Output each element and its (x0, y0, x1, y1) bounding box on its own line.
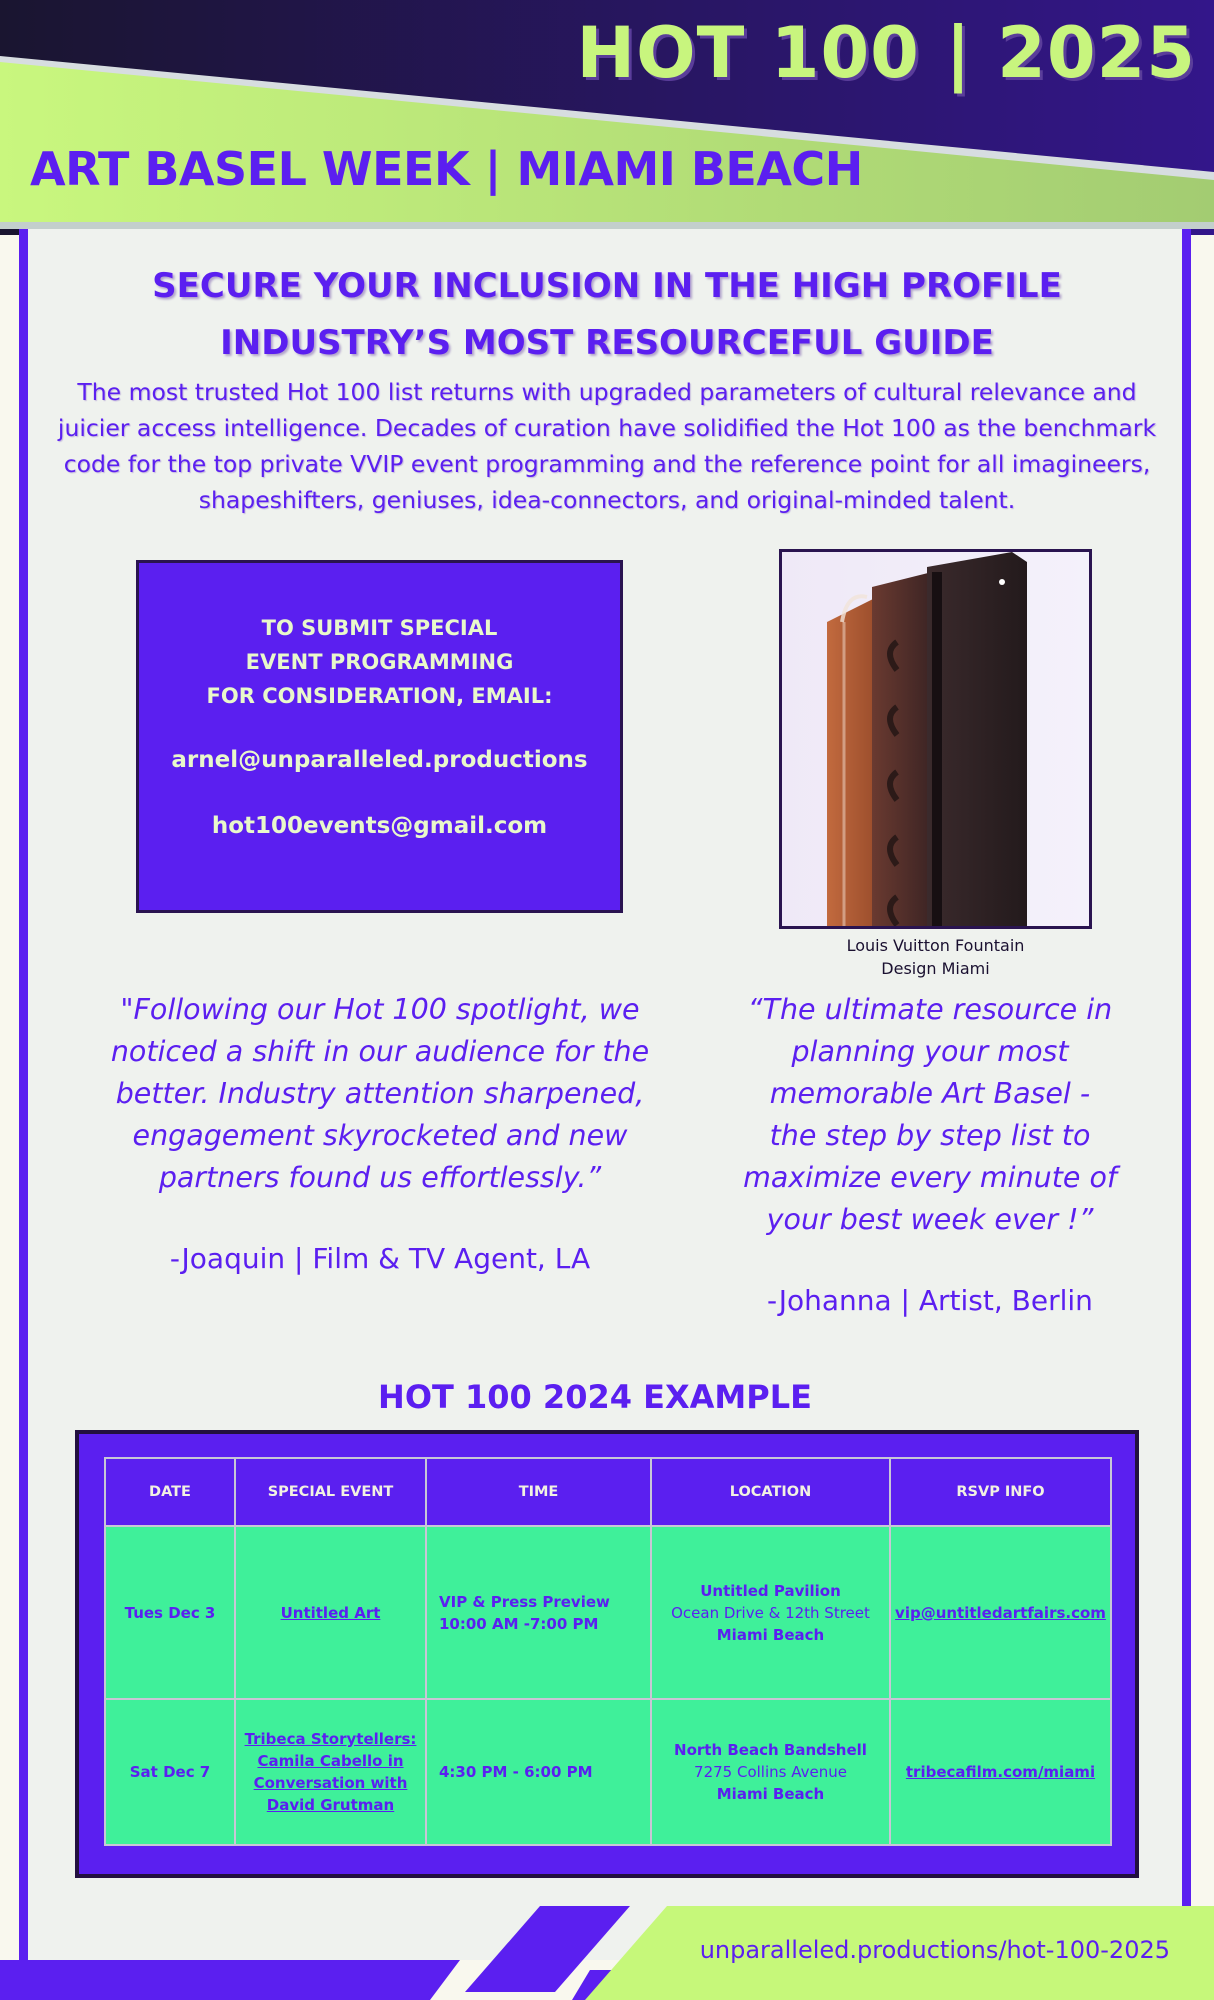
submit-line-3: FOR CONSIDERATION, EMAIL: (206, 684, 553, 708)
event-link[interactable]: Untitled Art (280, 1603, 381, 1622)
time-line: 10:00 AM -7:00 PM (439, 1614, 599, 1633)
cell-rsvp (890, 1699, 1111, 1845)
column-header-date: DATE (105, 1458, 235, 1526)
quote-line: “The ultimate resource in (747, 993, 1113, 1026)
cell-time (426, 1526, 651, 1699)
submit-box (136, 560, 623, 913)
intro-paragraph: The most trusted Hot 100 list returns with upgraded parameters of cultural relevance and juicier access intelligence. Decades of curation have solidified the Hot 100 as the benchmark code for the top private VVIP event programming and the reference point for all imagineers, shapeshifters, geniuses, idea-connectors, and original-minded talent. (57, 378, 1157, 514)
quote-line: your best week ever !” (766, 1203, 1094, 1236)
header-title: HOT 100 | 2025 (576, 12, 1196, 94)
header-subtitle: ART BASEL WEEK | MIAMI BEACH (30, 142, 863, 196)
testimonial-quote-2 (700, 989, 1160, 1241)
quote-line: "Following our Hot 100 spotlight, we (120, 993, 640, 1026)
caption-line-1: Louis Vuitton Fountain (846, 936, 1025, 955)
quote-line: planning your most (791, 1035, 1069, 1068)
location-city: Miami Beach (716, 1625, 825, 1644)
events-table-container (75, 1430, 1139, 1878)
column-header-time: TIME (426, 1458, 651, 1526)
fountain-photo (779, 549, 1092, 929)
table-row (105, 1526, 1111, 1699)
caption-line-2: Design Miami (881, 959, 990, 978)
location-venue: North Beach Bandshell (674, 1741, 867, 1759)
headline-line-2: INDUSTRY’S MOST RESOURCEFUL GUIDE (220, 323, 994, 363)
quote-line: engagement skyrocketed and new (132, 1119, 628, 1152)
cell-location (651, 1699, 890, 1845)
quote-line: noticed a shift in our audience for the (110, 1035, 650, 1068)
time-line: VIP & Press Preview (439, 1592, 610, 1611)
location-venue: Untitled Pavilion (700, 1581, 841, 1600)
quote-line: better. Industry attention sharpened, (115, 1077, 645, 1110)
submit-email-link-2[interactable]: hot100events@gmail.com (211, 813, 548, 839)
headline-line-1: SECURE YOUR INCLUSION IN THE HIGH PROFILE (152, 266, 1062, 306)
rsvp-link[interactable]: vip@untitledartfairs.com (895, 1603, 1106, 1622)
quote-line: maximize every minute of (743, 1161, 1117, 1194)
event-link[interactable]: Camila Cabello in (257, 1752, 404, 1770)
quote-line: the step by step list to (769, 1119, 1091, 1152)
time-line: 4:30 PM - 6:00 PM (439, 1763, 593, 1781)
footer-url-link[interactable]: unparalleled.productions/hot-100-2025 (699, 1936, 1170, 1964)
event-link[interactable]: David Grutman (266, 1796, 395, 1814)
table-row (105, 1699, 1111, 1845)
event-link[interactable]: Tribeca Storytellers: (244, 1730, 417, 1748)
submit-email-link-1[interactable]: arnel@unparalleled.productions (171, 747, 588, 773)
cell-event (235, 1699, 426, 1845)
testimonial-attribution-2: -Johanna | Artist, Berlin (767, 1284, 1093, 1317)
submit-line-2: EVENT PROGRAMMING (245, 650, 514, 674)
location-street: Ocean Drive & 12th Street (671, 1603, 870, 1622)
cell-date: Sat Dec 7 (105, 1699, 235, 1845)
photo-caption (779, 934, 1092, 980)
cell-location (651, 1526, 890, 1699)
location-city: Miami Beach (716, 1785, 825, 1803)
table-title: HOT 100 2024 EXAMPLE (378, 1378, 812, 1416)
table-header-row (105, 1458, 1111, 1526)
event-link[interactable]: Conversation with (253, 1774, 408, 1792)
submit-line-1: TO SUBMIT SPECIAL (261, 616, 498, 640)
cell-time (426, 1699, 651, 1845)
cell-event (235, 1526, 426, 1699)
cell-date: Tues Dec 3 (105, 1526, 235, 1699)
testimonial-attribution-1: -Joaquin | Film & TV Agent, LA (169, 1242, 591, 1275)
column-header-rsvp: RSVP INFO (890, 1458, 1111, 1526)
column-header-location: LOCATION (651, 1458, 890, 1526)
headline (60, 258, 1154, 372)
cell-rsvp (890, 1526, 1111, 1699)
testimonial-quote-1 (95, 989, 665, 1199)
location-street: 7275 Collins Avenue (694, 1763, 847, 1781)
quote-line: partners found us effortlessly.” (158, 1161, 602, 1194)
events-table (104, 1457, 1112, 1846)
quote-line: memorable Art Basel - (769, 1077, 1091, 1110)
rsvp-link[interactable]: tribecafilm.com/miami (905, 1763, 1096, 1781)
column-header-event: SPECIAL EVENT (235, 1458, 426, 1526)
submit-instructions (139, 611, 620, 713)
fountain-image (782, 552, 1089, 926)
